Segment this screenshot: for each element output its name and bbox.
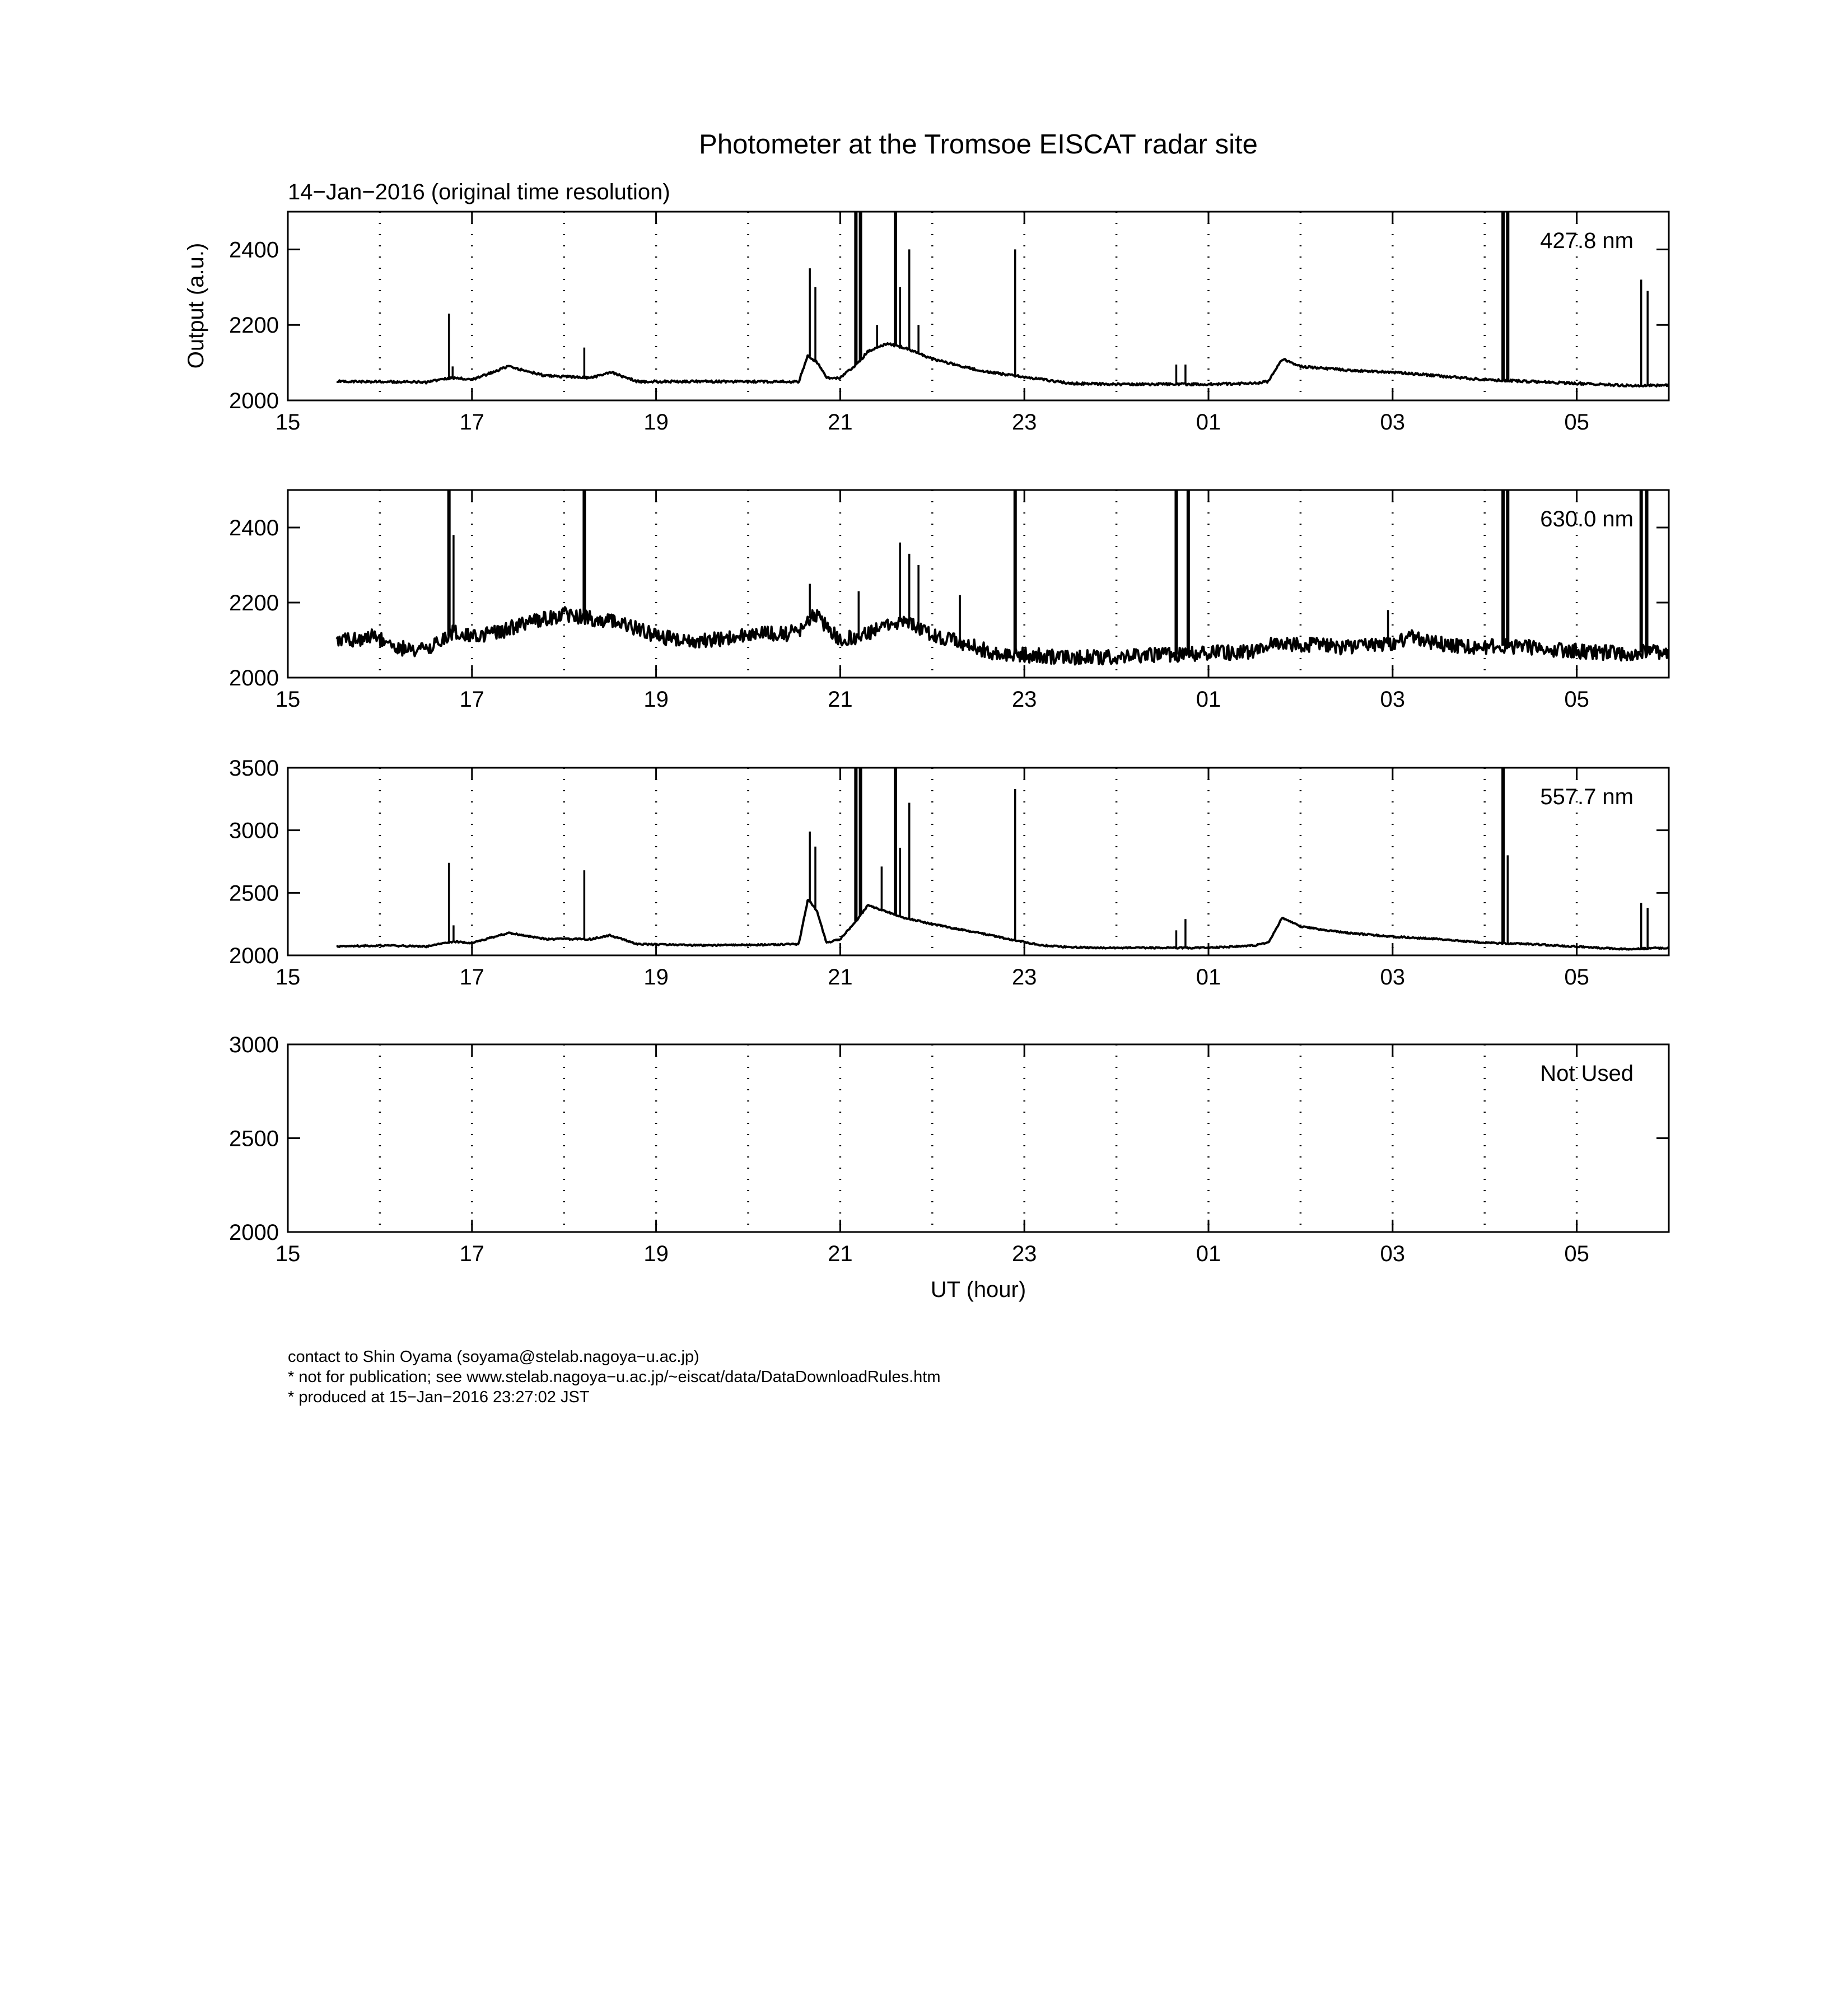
footer-usage-note: * not for publication; see www.stelab.nagoya−u.ac.jp/~eiscat/data/DataDownloadRules.htm (288, 1368, 941, 1386)
x-tick-label: 23 (1011, 965, 1037, 990)
axes-box (288, 768, 1669, 955)
panel-1 (229, 490, 1669, 712)
series-line (337, 900, 1669, 950)
y-tick-label: 2000 (229, 944, 279, 968)
x-tick-label: 19 (643, 410, 669, 435)
y-tick-label: 2000 (229, 389, 279, 413)
x-tick-label: 23 (1011, 687, 1037, 712)
x-tick-label: 19 (643, 687, 669, 712)
x-tick-label: 21 (828, 965, 853, 990)
x-tick-label: 03 (1380, 965, 1406, 990)
x-tick-label: 01 (1196, 965, 1221, 990)
y-tick-label: 2500 (229, 1126, 279, 1151)
axes-box (288, 1044, 1669, 1232)
x-tick-label: 03 (1380, 1242, 1406, 1266)
panel-label: 630.0 nm (1540, 507, 1634, 531)
y-tick-label: 2400 (229, 237, 279, 263)
series-line (337, 607, 1669, 664)
x-tick-label: 17 (459, 965, 485, 990)
footer-contact: contact to Shin Oyama (soyama@stelab.nagoya−u.ac.jp) (288, 1348, 699, 1366)
x-tick-label: 23 (1011, 1242, 1037, 1266)
x-tick-label: 17 (459, 410, 485, 435)
y-tick-label: 2200 (229, 313, 279, 338)
panel-label: 557.7 nm (1540, 785, 1634, 809)
y-tick-label: 2000 (229, 1220, 279, 1245)
y-tick-label: 2200 (229, 591, 279, 615)
x-tick-label: 01 (1196, 687, 1221, 712)
y-tick-label: 3500 (229, 756, 279, 781)
x-tick-label: 03 (1380, 410, 1406, 435)
footer-produced-note: * produced at 15−Jan−2016 23:27:02 JST (288, 1388, 590, 1406)
x-tick-label: 21 (828, 410, 853, 435)
panels (229, 212, 1669, 1266)
panel-label: Not Used (1540, 1061, 1634, 1086)
x-tick-label: 15 (275, 1242, 301, 1266)
x-tick-label: 15 (275, 965, 301, 990)
panel-3 (229, 1033, 1669, 1266)
x-tick-label: 21 (828, 687, 853, 712)
panel-2 (229, 756, 1669, 990)
x-tick-label: 23 (1011, 410, 1037, 435)
y-tick-label: 3000 (229, 818, 279, 843)
y-tick-label: 3000 (229, 1033, 279, 1057)
x-tick-label: 19 (643, 1242, 669, 1266)
panel-0 (229, 212, 1669, 435)
x-tick-label: 03 (1380, 687, 1406, 712)
x-tick-label: 15 (275, 410, 301, 435)
x-tick-label: 15 (275, 687, 301, 712)
x-tick-label: 05 (1564, 687, 1589, 712)
x-axis-label: UT (hour) (930, 1277, 1026, 1302)
chart-title: Photometer at the Tromsoe EISCAT radar site (699, 129, 1258, 160)
x-tick-label: 05 (1564, 965, 1589, 990)
x-tick-label: 19 (643, 965, 669, 990)
x-tick-label: 01 (1196, 410, 1221, 435)
x-tick-label: 17 (459, 687, 485, 712)
chart-subtitle: 14−Jan−2016 (original time resolution) (288, 180, 670, 204)
y-tick-label: 2400 (229, 516, 279, 540)
panel-label: 427.8 nm (1540, 228, 1634, 253)
series-line (337, 343, 1669, 386)
x-tick-label: 01 (1196, 1242, 1221, 1266)
y-tick-label: 2500 (229, 881, 279, 906)
y-axis-label: Output (a.u.) (184, 242, 208, 369)
x-tick-label: 21 (828, 1242, 853, 1266)
x-tick-label: 17 (459, 1242, 485, 1266)
y-tick-label: 2000 (229, 666, 279, 690)
x-tick-label: 05 (1564, 410, 1589, 435)
x-tick-label: 05 (1564, 1242, 1589, 1266)
